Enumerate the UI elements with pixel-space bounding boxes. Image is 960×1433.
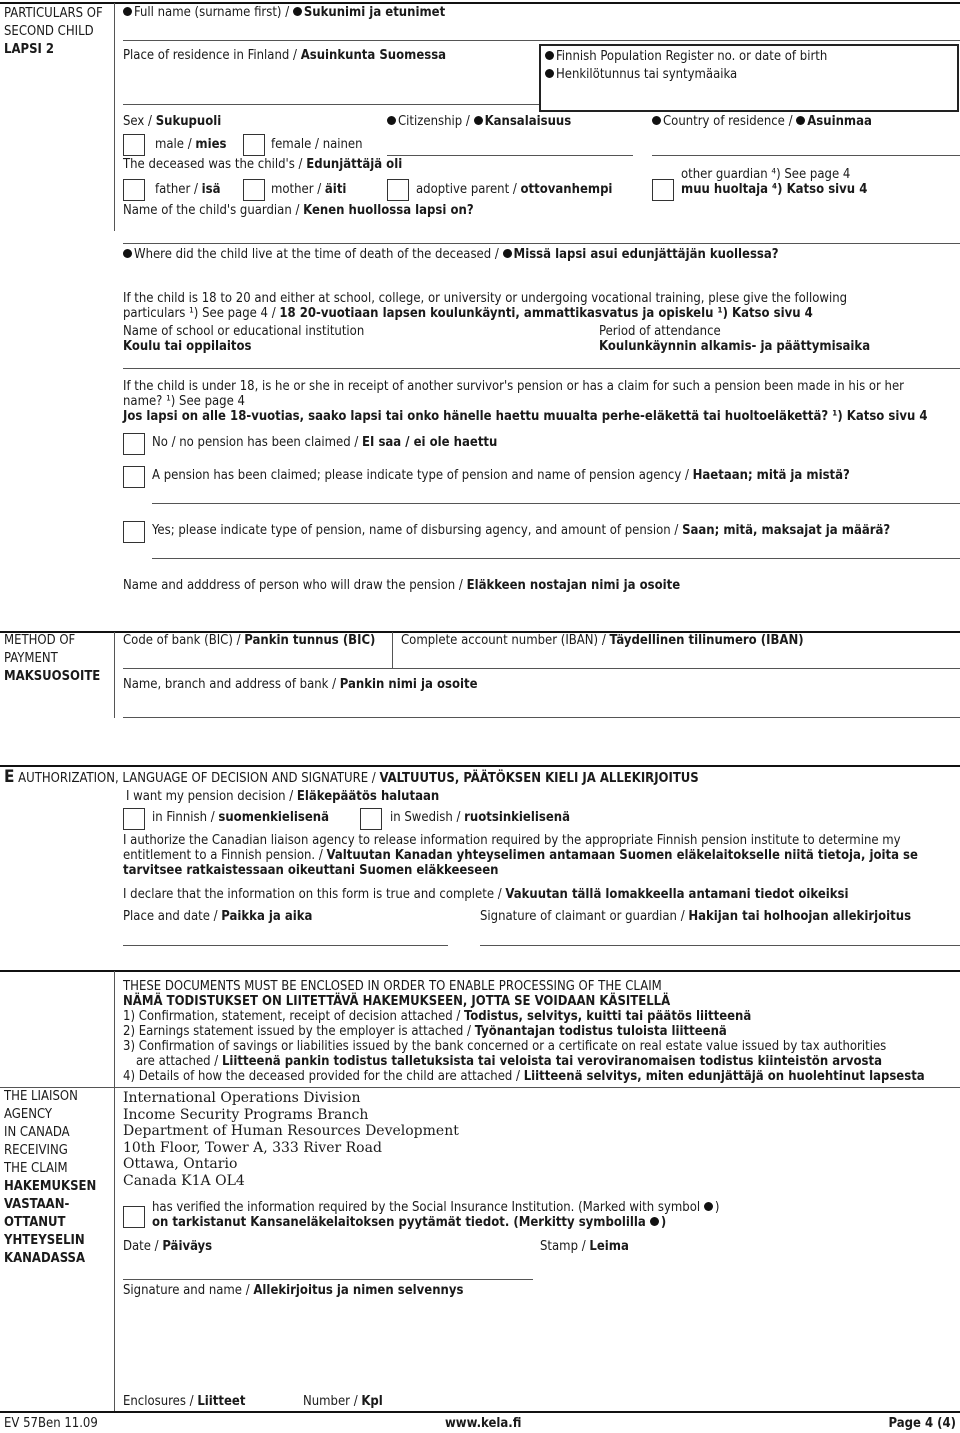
- required-dot-icon: [387, 116, 396, 125]
- father-label: father / isä: [155, 182, 221, 197]
- footer-rule: [0, 1411, 960, 1413]
- date-label: Date / Päiväys: [123, 1239, 213, 1254]
- enclosures-label: Enclosures / Liitteet: [123, 1394, 246, 1409]
- documents-rule: [0, 970, 960, 972]
- required-dot-icon: [796, 116, 805, 125]
- father-checkbox[interactable]: [123, 179, 145, 201]
- section-divider: [114, 632, 115, 718]
- section-label-child: PARTICULARS OF SECOND CHILD LAPSI 2: [4, 6, 103, 57]
- website-link[interactable]: www.kela.fi: [445, 1416, 522, 1431]
- place-date-label: Place and date / Paikka ja aika: [123, 909, 313, 924]
- residence-line[interactable]: [123, 104, 539, 105]
- period-label: Period of attendance Koulunkäynnin alkamis- ja päättymisaika: [599, 324, 871, 354]
- bank-line[interactable]: [123, 717, 960, 718]
- decision-language-label: I want my pension decision / Eläkepäätös halutaan: [126, 789, 440, 804]
- authorization-title: E AUTHORIZATION, LANGUAGE OF DECISION AND SIGNATURE / VALTUUTUS, PÄÄTÖKSEN KIELI JA ALLEKIRJOITUS: [4, 767, 699, 787]
- guardian-name-line[interactable]: [123, 243, 960, 244]
- verified-text: has verified the information required by the Social Insurance Institution. (Marked with symbol ) on tarkistanut Kansaneläkelaitoksen pyytämät tiedot. (Merkitty symbolilla ): [152, 1200, 720, 1230]
- section-label-payment: METHOD OF PAYMENT MAKSUOSOITE: [4, 633, 101, 684]
- documents-list: THESE DOCUMENTS MUST BE ENCLOSED IN ORDER TO ENABLE PROCESSING OF THE CLAIM NÄMÄ TODISTUKSET ON LIITETTÄVÄ HAKEMUKSEEN, JOTTA SE VOIDAAN KÄSITELLÄ 1) Confirmation, statement, receipt of decision attached / Todistus, selvitys, kuitti tai päätös liitteenä 2) Earnings statement issued by the employer is attached / Työnantajan todistus tuloista liitteenä 3) Confirmation of savings or liabilities issued by the bank concerned or a certificate on real estate value issued by tax authorities are attached / Liitteenä pankin todistus talletuksista tai veloista tai veroviranomaisen todistus kiinteistön arvosta 4) Details of how the deceased provided for the child are attached / Liitteenä selvitys, miten edunjättäjä on huolehtinut lapsesta: [123, 979, 925, 1084]
- form-code: EV 57Ben 11.09: [4, 1416, 98, 1431]
- mother-checkbox[interactable]: [243, 179, 265, 201]
- verified-checkbox[interactable]: [123, 1206, 145, 1228]
- required-dot-icon: [474, 116, 483, 125]
- school-intro: If the child is 18 to 20 and either at school, college, or university or undergoing vocational training, plese give the following particulars ¹) See page 4 / 18 20-vuotiaan lapsen koulunkäynti, ammattikasvatus ja opiskelu ¹) Katso sivu 4: [123, 291, 848, 321]
- date-line[interactable]: [123, 1279, 533, 1280]
- liaison-signature-label: Signature and name / Allekirjoitus ja nimen selvennys: [123, 1283, 464, 1298]
- liaison-rule: [0, 1087, 960, 1088]
- yes-pension-checkbox[interactable]: [123, 521, 145, 543]
- number-label: Number / Kpl: [303, 1394, 383, 1409]
- sex-label: Sex / Sukupuoli: [123, 114, 222, 129]
- no-pension-label: No / no pension has been claimed / EI saa / ei ole haettu: [152, 435, 498, 450]
- required-dot-icon: [123, 7, 132, 16]
- residence-label: Place of residence in Finland / Asuinkunta Suomessa: [123, 48, 447, 63]
- stamp-label: Stamp / Leima: [540, 1239, 629, 1254]
- female-checkbox[interactable]: [243, 134, 265, 156]
- school-name-label: Name of school or educational institution Koulu tai oppilaitos: [123, 324, 365, 354]
- declaration-text: I declare that the information on this form is true and complete / Vakuutan tällä lomakkeella antamani tiedot oikeiksi: [123, 887, 849, 902]
- female-label: female / nainen: [271, 137, 363, 152]
- yes-pension-label: Yes; please indicate type of pension, name of disbursing agency, and amount of pension / Saan; mitä, maksajat ja määrä?: [152, 523, 891, 538]
- section-label-liaison: THE LIAISON AGENCY IN CANADA RECEIVING THE CLAIM HAKEMUKSEN VASTAAN- OTTANUT YHTEYSELIN KANADASSA: [4, 1089, 97, 1266]
- country-line[interactable]: [652, 155, 960, 156]
- other-guardian-checkbox[interactable]: [652, 179, 674, 201]
- bank-label: Name, branch and address of bank / Pankin nimi ja osoite: [123, 677, 478, 692]
- liaison-address: International Operations Division Income Security Programs Branch Department of Human Resources Development 10th Floor, Tower A, 333 River Road Ottawa, Ontario Canada K1A OL4: [123, 1090, 459, 1189]
- where-lived-label: Where did the child live at the time of death of the deceased / Missä lapsi asui edunjättäjän kuollessa?: [123, 247, 779, 262]
- yes-pension-line[interactable]: [152, 558, 960, 559]
- deceased-label: The deceased was the child's / Edunjättäjä oli: [123, 157, 403, 172]
- full-name-label: Full name (surname first) / Sukunimi ja etunimet: [123, 5, 445, 20]
- finnish-label: in Finnish / suomenkielisenä: [152, 810, 329, 825]
- place-date-line[interactable]: [123, 945, 448, 946]
- guardian-name-label: Name of the child's guardian / Kenen huollossa lapsi on?: [123, 203, 474, 218]
- country-label: Country of residence / Asuinmaa: [652, 114, 872, 129]
- adoptive-checkbox[interactable]: [387, 179, 409, 201]
- male-checkbox[interactable]: [123, 134, 145, 156]
- pension-claimed-line[interactable]: [152, 503, 960, 504]
- full-name-line[interactable]: [123, 40, 960, 41]
- swedish-label: in Swedish / ruotsinkielisenä: [390, 810, 570, 825]
- no-pension-checkbox[interactable]: [123, 433, 145, 455]
- bank-account-line[interactable]: [123, 668, 960, 669]
- pension-question: If the child is under 18, is he or she in receipt of another survivor's pension or has a claim for such a pension been made in his or her name? ¹) See page 4 Jos lapsi on alle 18-vuotias, saako lapsi tai onko hänelle haettu muualta perhe-eläkettä tai huoltoeläkettä? ¹) Katso sivu 4: [123, 379, 928, 424]
- bic-label: Code of bank (BIC) / Pankin tunnus (BIC): [123, 633, 376, 648]
- top-rule: [0, 2, 960, 4]
- required-dot-icon: [704, 1202, 713, 1211]
- iban-label: Complete account number (IBAN) / Täydellinen tilinumero (IBAN): [401, 633, 804, 648]
- citizenship-line[interactable]: [387, 155, 633, 156]
- citizenship-label: Citizenship / Kansalaisuus: [387, 114, 571, 129]
- section-divider: [114, 3, 115, 231]
- pension-claimed-label: A pension has been claimed; please indicate type of pension and name of pension agency / Haetaan; mitä ja mistä?: [152, 468, 850, 483]
- school-line[interactable]: [123, 368, 960, 369]
- required-dot-icon: [652, 116, 661, 125]
- signature-label: Signature of claimant or guardian / Hakijan tai holhoojan allekirjoitus: [480, 909, 912, 924]
- population-register-label: Finnish Population Register no. or date of birth Henkilötunnus tai syntymäaika: [545, 48, 827, 84]
- authorization-text: I authorize the Canadian liaison agency to release information required by the appropriate Finnish pension institute to determine my entitlement to a Finnish pension. / Valtuutan Kanadan yhteyselimen antamaan Suomen eläkelaitokselle niitä tietoja, joita se tarvitsee ratkaistessaan oikeuttani Suomen eläkkeeseen: [123, 833, 918, 878]
- swedish-checkbox[interactable]: [360, 808, 382, 830]
- male-label: male / mies: [155, 137, 227, 152]
- pension-claimed-checkbox[interactable]: [123, 466, 145, 488]
- required-dot-icon: [503, 249, 512, 258]
- signature-line[interactable]: [480, 945, 960, 946]
- required-dot-icon: [545, 69, 554, 78]
- finnish-checkbox[interactable]: [123, 808, 145, 830]
- pension-drawer-label: Name and adddress of person who will draw the pension / Eläkkeen nostajan nimi ja osoite: [123, 578, 681, 593]
- required-dot-icon: [545, 51, 554, 60]
- field-divider: [392, 632, 393, 668]
- required-dot-icon: [650, 1217, 659, 1226]
- section-divider: [114, 971, 115, 1411]
- required-dot-icon: [293, 7, 302, 16]
- other-guardian-label: other guardian ⁴) See page 4 muu huoltaja ⁴) Katso sivu 4: [681, 167, 868, 197]
- adoptive-label: adoptive parent / ottovanhempi: [416, 182, 613, 197]
- required-dot-icon: [123, 249, 132, 258]
- mother-label: mother / äiti: [271, 182, 347, 197]
- page-number: Page 4 (4): [888, 1416, 956, 1431]
